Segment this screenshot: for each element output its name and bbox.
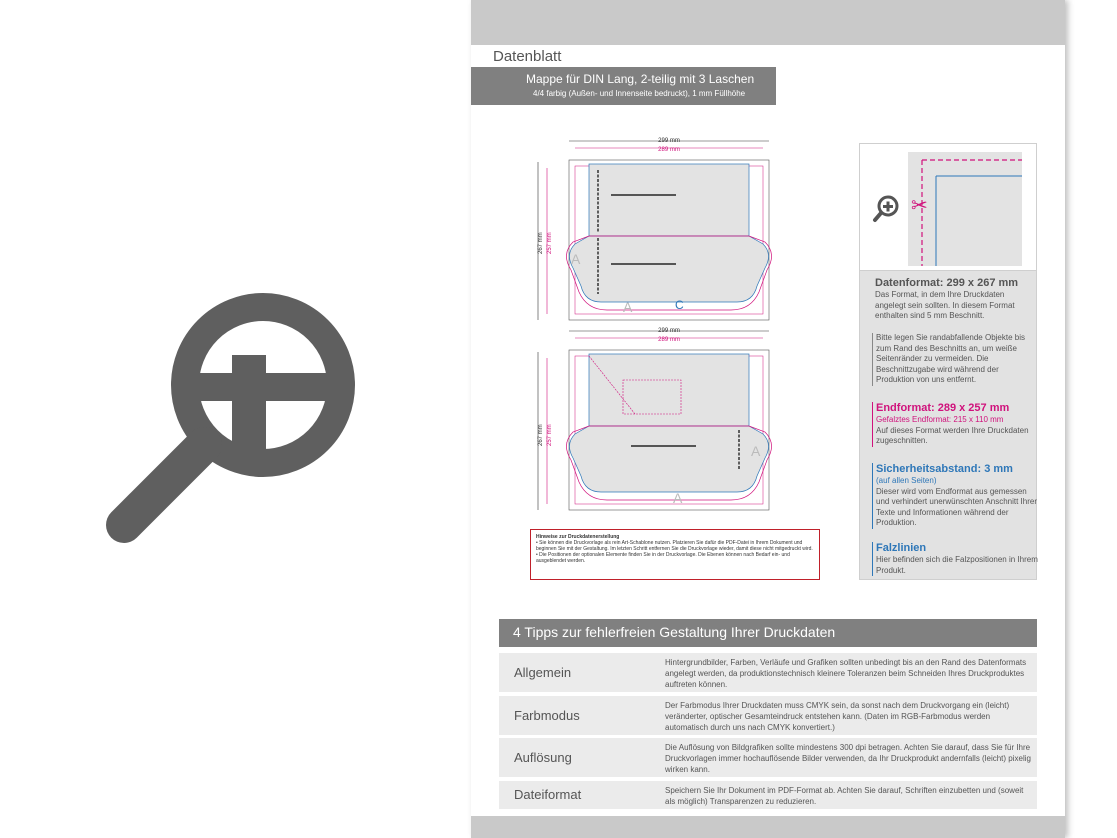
datenformat-block [872,277,1037,322]
datenformat-heading: Datenformat: 299 x 267 mm [875,277,1019,289]
datasheet-title: Datenblatt [471,45,590,67]
endformat-heading: Endformat: 289 x 257 mm [876,402,1010,414]
tip-label: Auflösung [514,750,572,765]
letter-a-mark: A [751,443,761,459]
tip-text: Hintergrundbilder, Farben, Verläufe und Grafiken sollten unbedingt bis an den Rand des Datenformats angelegt werden, da produktionstechnisch kleinere Toleranzen beim Schneiden Ihres Druckproduktes auftreten können. [665,658,1027,689]
tip-text: Der Farbmodus Ihrer Druckdaten muss CMYK sein, da sonst nach dem Druckvorgang ein (leicht) veränderter, optischer Gesamteindruck entstehen kann. (Daten im RGB-Farbmodus werden automatisch durch uns nach CMYK konvertiert.) [665,701,1010,732]
top-band [471,0,1065,45]
bleed-note-block [872,333,1038,386]
falz-block [872,542,1038,576]
tip-label: Farbmodus [514,708,580,723]
product-title-bar [471,67,776,105]
tip-text: Die Auflösung von Bildgrafiken sollte mindestens 300 dpi betragen. Achten Sie darauf, dass Sie für Ihre Druckvorlagen immer hochauflösende Bilder verwenden, da Ihr Druckprodukt andernfalls (leicht) pixelig wirken kann. [665,743,1031,774]
sicherheit-heading: Sicherheitsabstand: 3 mm [876,463,1013,475]
note-line-1: • Sie können die Druckvorlage als rein Art-Schablone nutzen. Platzieren Sie dafür die PDF-Datei in Ihrem Dokument und beginnen Sie mit der Gestaltung. Im letzten Schritt entfernen Sie die Druckvorlage wieder, damit diese nicht mitgedruckt wird. [536,540,813,552]
tips-heading: 4 Tipps zur fehlerfreien Gestaltung Ihrer Druckdaten [499,619,1037,647]
tip-label: Dateiformat [514,787,582,802]
tip-row [499,781,1037,809]
tip-label: Allgemein [514,665,572,680]
endformat-text: Auf dieses Format werden Ihre Druckdaten zugeschnitten. [876,425,1029,445]
letter-c-mark: C [675,298,684,312]
sicherheit-sub: (auf allen Seiten) [876,476,937,485]
inner-height-label: 257 mm [547,424,553,446]
outer-height-label: 267 mm [538,424,544,446]
tip-text: Speichern Sie Ihr Dokument im PDF-Format ab. Achten Sie darauf, Schriften einzubetten und (soweit als möglich) Transparenzen zu reduzieren. [665,786,1024,806]
zoom-in-icon[interactable] [872,194,900,224]
datasheet-page [471,0,1065,838]
letter-a-mark: A [571,251,581,267]
bleed-detail-preview [860,144,1036,271]
tip-row [499,738,1037,777]
endformat-sub: Gefalztes Endformat: 215 x 110 mm [876,415,1004,424]
tip-row [499,696,1037,735]
outside-template [538,138,772,320]
letter-a-mark: A [673,490,683,506]
outer-width-label: 299 mm [658,328,680,334]
inside-template [538,328,772,510]
datenformat-text: Das Format, in dem Ihre Druckdaten angelegt sein sollten. In diesem Format enthalten sind 5 mm Beschnitt. [875,290,1015,320]
sicherheit-text: Dieser wird vom Endformat aus gemessen und verhindert unerwünschten Anschnitt Ihrer Texte und Informationen während der Produktion. [876,486,1037,527]
inner-height-label: 257 mm [547,232,553,254]
format-info-panel [859,143,1037,580]
tip-row [499,653,1037,692]
note-title: Hinweise zur Druckdatenerstellung [536,534,620,540]
bottom-band [471,816,1065,838]
zoom-in-icon[interactable] [100,285,360,550]
scissors-icon: ✂ [911,195,928,217]
sicherheit-block [872,463,1038,529]
outer-height-label: 267 mm [538,232,544,254]
falz-text: Hier befinden sich die Falzpositionen in Ihrem Produkt. [876,555,1038,575]
product-title: Mappe für DIN Lang, 2-teilig mit 3 Laschen [526,72,755,86]
folder-template-drawing [531,134,781,524]
bleed-note-text: Bitte legen Sie randabfallende Objekte bis zum Rand des Beschnitts an, um weiße Seitenränder zu vermeiden. Die Beschnittzugabe wird während der Produktion von uns entfernt. [876,333,1025,384]
falz-heading: Falzlinien [876,542,927,554]
product-subtitle: 4/4 farbig (Außen- und Innenseite bedruckt), 1 mm Füllhöhe [533,89,746,98]
inner-width-label: 289 mm [658,337,680,343]
inner-width-label: 289 mm [658,147,680,153]
letter-a-mark: A [623,299,633,315]
note-line-2: • Die Positionen der optionalen Elemente finden Sie in der Druckvorlage. Die Ebenen können nach Bedarf ein- und ausgeblendet werden. [536,552,790,564]
outer-width-label: 299 mm [658,138,680,144]
print-note-box [530,529,820,580]
endformat-block [872,402,1038,447]
